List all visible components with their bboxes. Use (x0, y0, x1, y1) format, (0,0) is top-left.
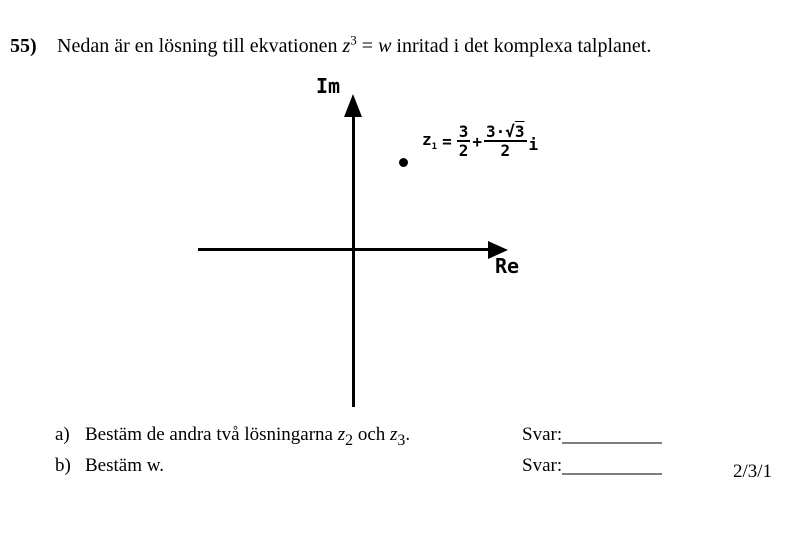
z1-formula-label (422, 124, 538, 158)
z1-symbol-subscript: 1 (431, 142, 438, 153)
part-a-answer-label: Svar: (522, 424, 563, 445)
part-b-answer-line (562, 473, 662, 475)
part-a-conjunction: och (357, 424, 386, 445)
question-number: 55) (10, 34, 37, 57)
equation-equals: = (361, 34, 374, 57)
z1-symbol: $z_1$ (422, 129, 438, 153)
part-a-answer-line (562, 442, 662, 444)
part-a-z2-subscript: 2 (345, 431, 354, 449)
z1-point (399, 158, 408, 167)
question-text (57, 32, 652, 57)
part-a-punctuation: . (405, 424, 411, 445)
re-axis-line (198, 248, 490, 251)
part-a-question (55, 424, 410, 450)
equation-variable-z: z (342, 34, 351, 57)
part-b-answer-label: Svar: (522, 455, 563, 476)
plus-sign: + (472, 131, 482, 151)
im-axis-line (352, 110, 355, 407)
im-axis-arrowhead-icon (344, 94, 362, 117)
part-a-z3-symbol: z (390, 424, 398, 445)
question-text-after: inritad i det komplexa talplanet. (396, 34, 652, 57)
fraction-three-halves (457, 124, 471, 158)
question-header (10, 32, 651, 58)
radicand: 3 (514, 122, 525, 141)
equation-variable-w: w (378, 34, 392, 57)
part-b-label: b) (55, 455, 71, 476)
part-a-z3-subscript: 3 (397, 431, 406, 449)
equation-exponent: 3 (350, 32, 357, 47)
fraction1-numerator: 3 (458, 122, 469, 141)
imaginary-unit: i (528, 134, 539, 154)
re-axis-label: Re (495, 254, 520, 278)
part-b-question (55, 455, 164, 477)
z1-equals: = (442, 131, 452, 151)
fraction2-numerator: 3·√3 (485, 122, 525, 141)
part-a-label: a) (55, 424, 70, 445)
part-a-text: Bestäm de andra två lösningarna (85, 424, 333, 445)
fraction2-denominator: 2 (500, 141, 511, 160)
im-axis-label: Im (316, 74, 341, 98)
part-a-answer (522, 424, 662, 446)
score-badge: 2/3/1 (733, 461, 773, 482)
part-b-answer (522, 455, 662, 477)
question-text-before: Nedan är en lösning till ekvationen (57, 34, 338, 57)
part-b-text: Bestäm w. (85, 455, 164, 476)
square-root-icon: √ (505, 122, 515, 141)
part-a-z2-symbol: z (337, 424, 346, 445)
fraction-three-root-three-halves (484, 124, 527, 158)
fraction1-denominator: 2 (458, 141, 469, 160)
